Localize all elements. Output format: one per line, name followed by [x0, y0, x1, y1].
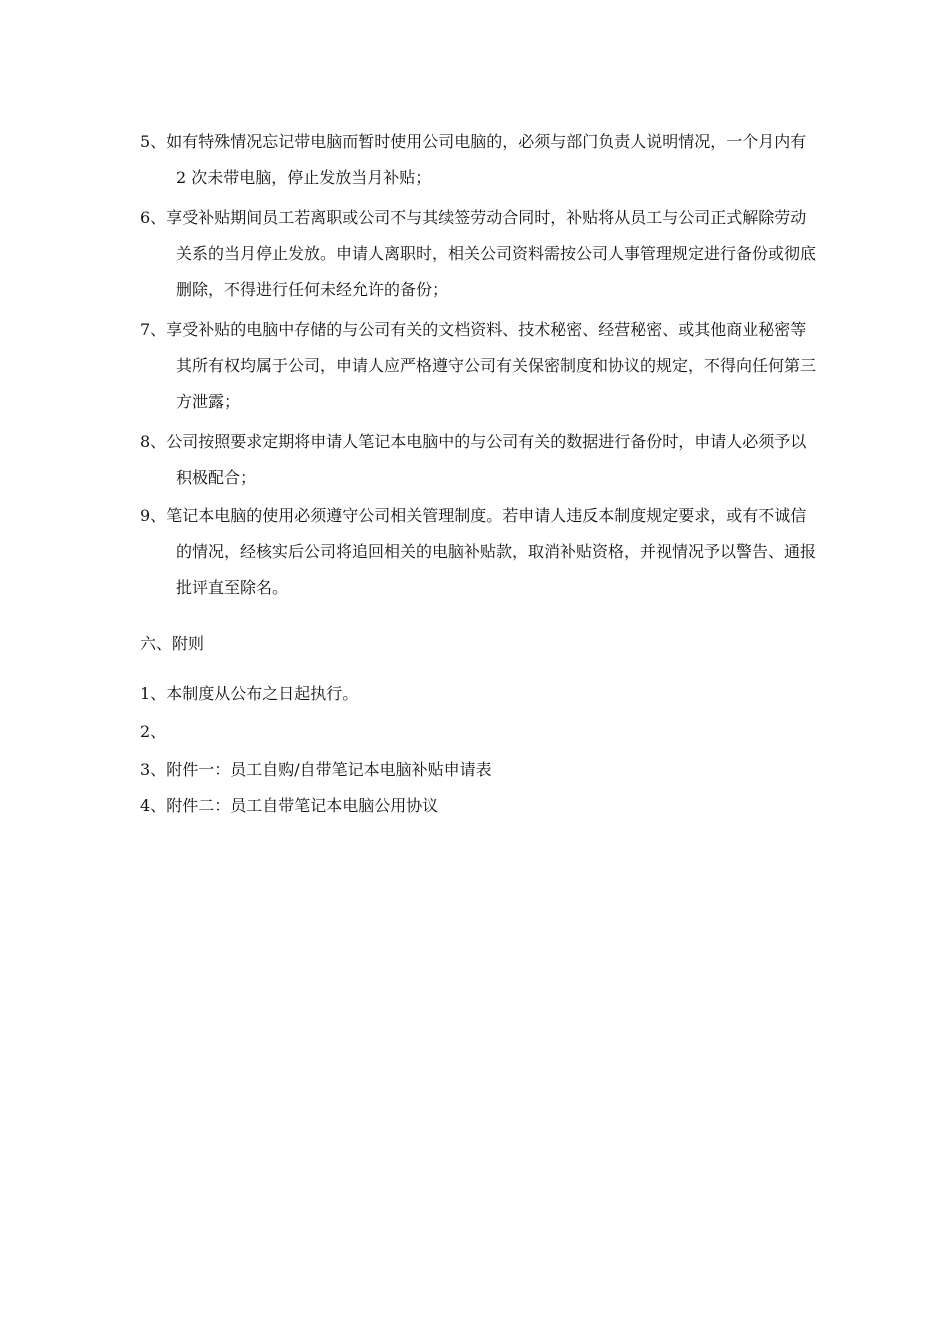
- clause-number: 8、: [140, 432, 167, 451]
- appendix-item-4: [140, 788, 438, 824]
- clause-number: 9、: [140, 506, 167, 525]
- appendix-number: 1、: [140, 684, 167, 703]
- clause-8: [140, 424, 820, 496]
- section-title: 六、附则: [140, 634, 205, 653]
- clause-7: [140, 312, 820, 420]
- appendix-number: 4、: [140, 796, 167, 815]
- appendix-text: 附件一：员工自购/自带笔记本电脑补贴申请表: [166, 760, 492, 779]
- clause-9: [140, 498, 820, 606]
- clause-5: [140, 124, 820, 196]
- clause-text: 公司按照要求定期将申请人笔记本电脑中的与公司有关的数据进行备份时，申请人必须予以积极配合；: [166, 432, 807, 487]
- clause-number: 5、: [140, 132, 167, 151]
- appendix-item-1: [140, 676, 358, 712]
- clause-text: 笔记本电脑的使用必须遵守公司相关管理制度。若申请人违反本制度规定要求，或有不诚信的情况，经核实后公司将追回相关的电脑补贴款，取消补贴资格，并视情况予以警告、通报批评直至除名。: [166, 506, 817, 597]
- clause-number: 7、: [140, 320, 167, 339]
- appendix-number: 3、: [140, 760, 167, 779]
- appendix-number: 2、: [140, 722, 167, 741]
- clause-number: 6、: [140, 208, 167, 227]
- appendix-item-2: [140, 714, 166, 750]
- clause-6: [140, 200, 820, 308]
- clause-text: 如有特殊情况忘记带电脑而暂时使用公司电脑的，必须与部门负责人说明情况，一个月内有 2 次未带电脑，停止发放当月补贴；: [166, 132, 807, 187]
- clause-text: 享受补贴的电脑中存储的与公司有关的文档资料、技术秘密、经营秘密、或其他商业秘密等其所有权均属于公司，申请人应严格遵守公司有关保密制度和协议的规定，不得向任何第三方泄露；: [166, 320, 817, 411]
- appendix-item-3: [140, 752, 492, 788]
- appendix-text: 本制度从公布之日起执行。: [166, 684, 359, 703]
- appendix-text: 附件二：员工自带笔记本电脑公用协议: [166, 796, 439, 815]
- clause-text: 享受补贴期间员工若离职或公司不与其续签劳动合同时，补贴将从员工与公司正式解除劳动关系的当月停止发放。申请人离职时，相关公司资料需按公司人事管理规定进行备份或彻底删除，不得进行任何未经允许的备份；: [166, 208, 817, 299]
